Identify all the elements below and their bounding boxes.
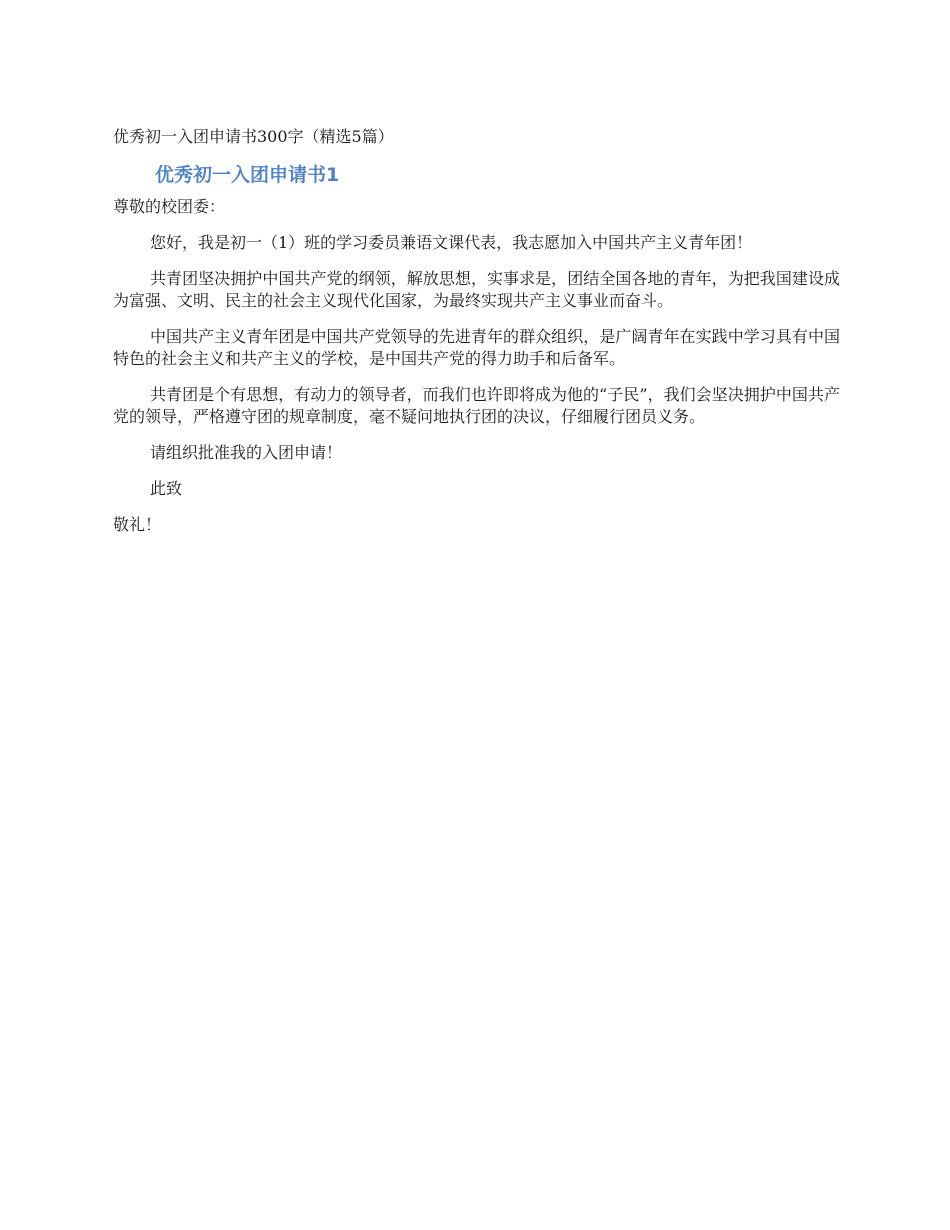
document-title: 优秀初一入团申请书300字（精选5篇）: [113, 127, 394, 146]
paragraph-commitment: 共青团是个有思想，有动力的领导者，而我们也许即将成为他的“子民”，我们会坚决拥护中国共产党的领导，严格遵守团的规章制度，毫不疑问地执行团的决议，仔细履行团员义务。: [113, 385, 840, 426]
paragraph-request: 请组织批准我的入团申请！: [150, 443, 343, 462]
paragraph-league-program: 共青团坚决拥护中国共产党的纲领，解放思想，实事求是，团结全国各地的青年，为把我国建设成为富强、文明、民主的社会主义现代化国家，为最终实现共产主义事业而奋斗。: [113, 269, 840, 310]
document-page: [113, 124, 840, 550]
section-heading: 优秀初一入团申请书1: [155, 164, 340, 186]
closing: 敬礼！: [113, 515, 162, 534]
paragraph-ci-zhi: 此致: [150, 479, 183, 498]
salutation: 尊敬的校团委：: [113, 197, 226, 216]
paragraph-greeting: 您好，我是初一（1）班的学习委员兼语文课代表，我志愿加入中国共产主义青年团！: [150, 233, 753, 252]
paragraph-league-nature: 中国共产主义青年团是中国共产党领导的先进青年的群众组织，是广阔青年在实践中学习具有中国特色的社会主义和共产主义的学校，是中国共产党的得力助手和后备军。: [113, 327, 840, 368]
